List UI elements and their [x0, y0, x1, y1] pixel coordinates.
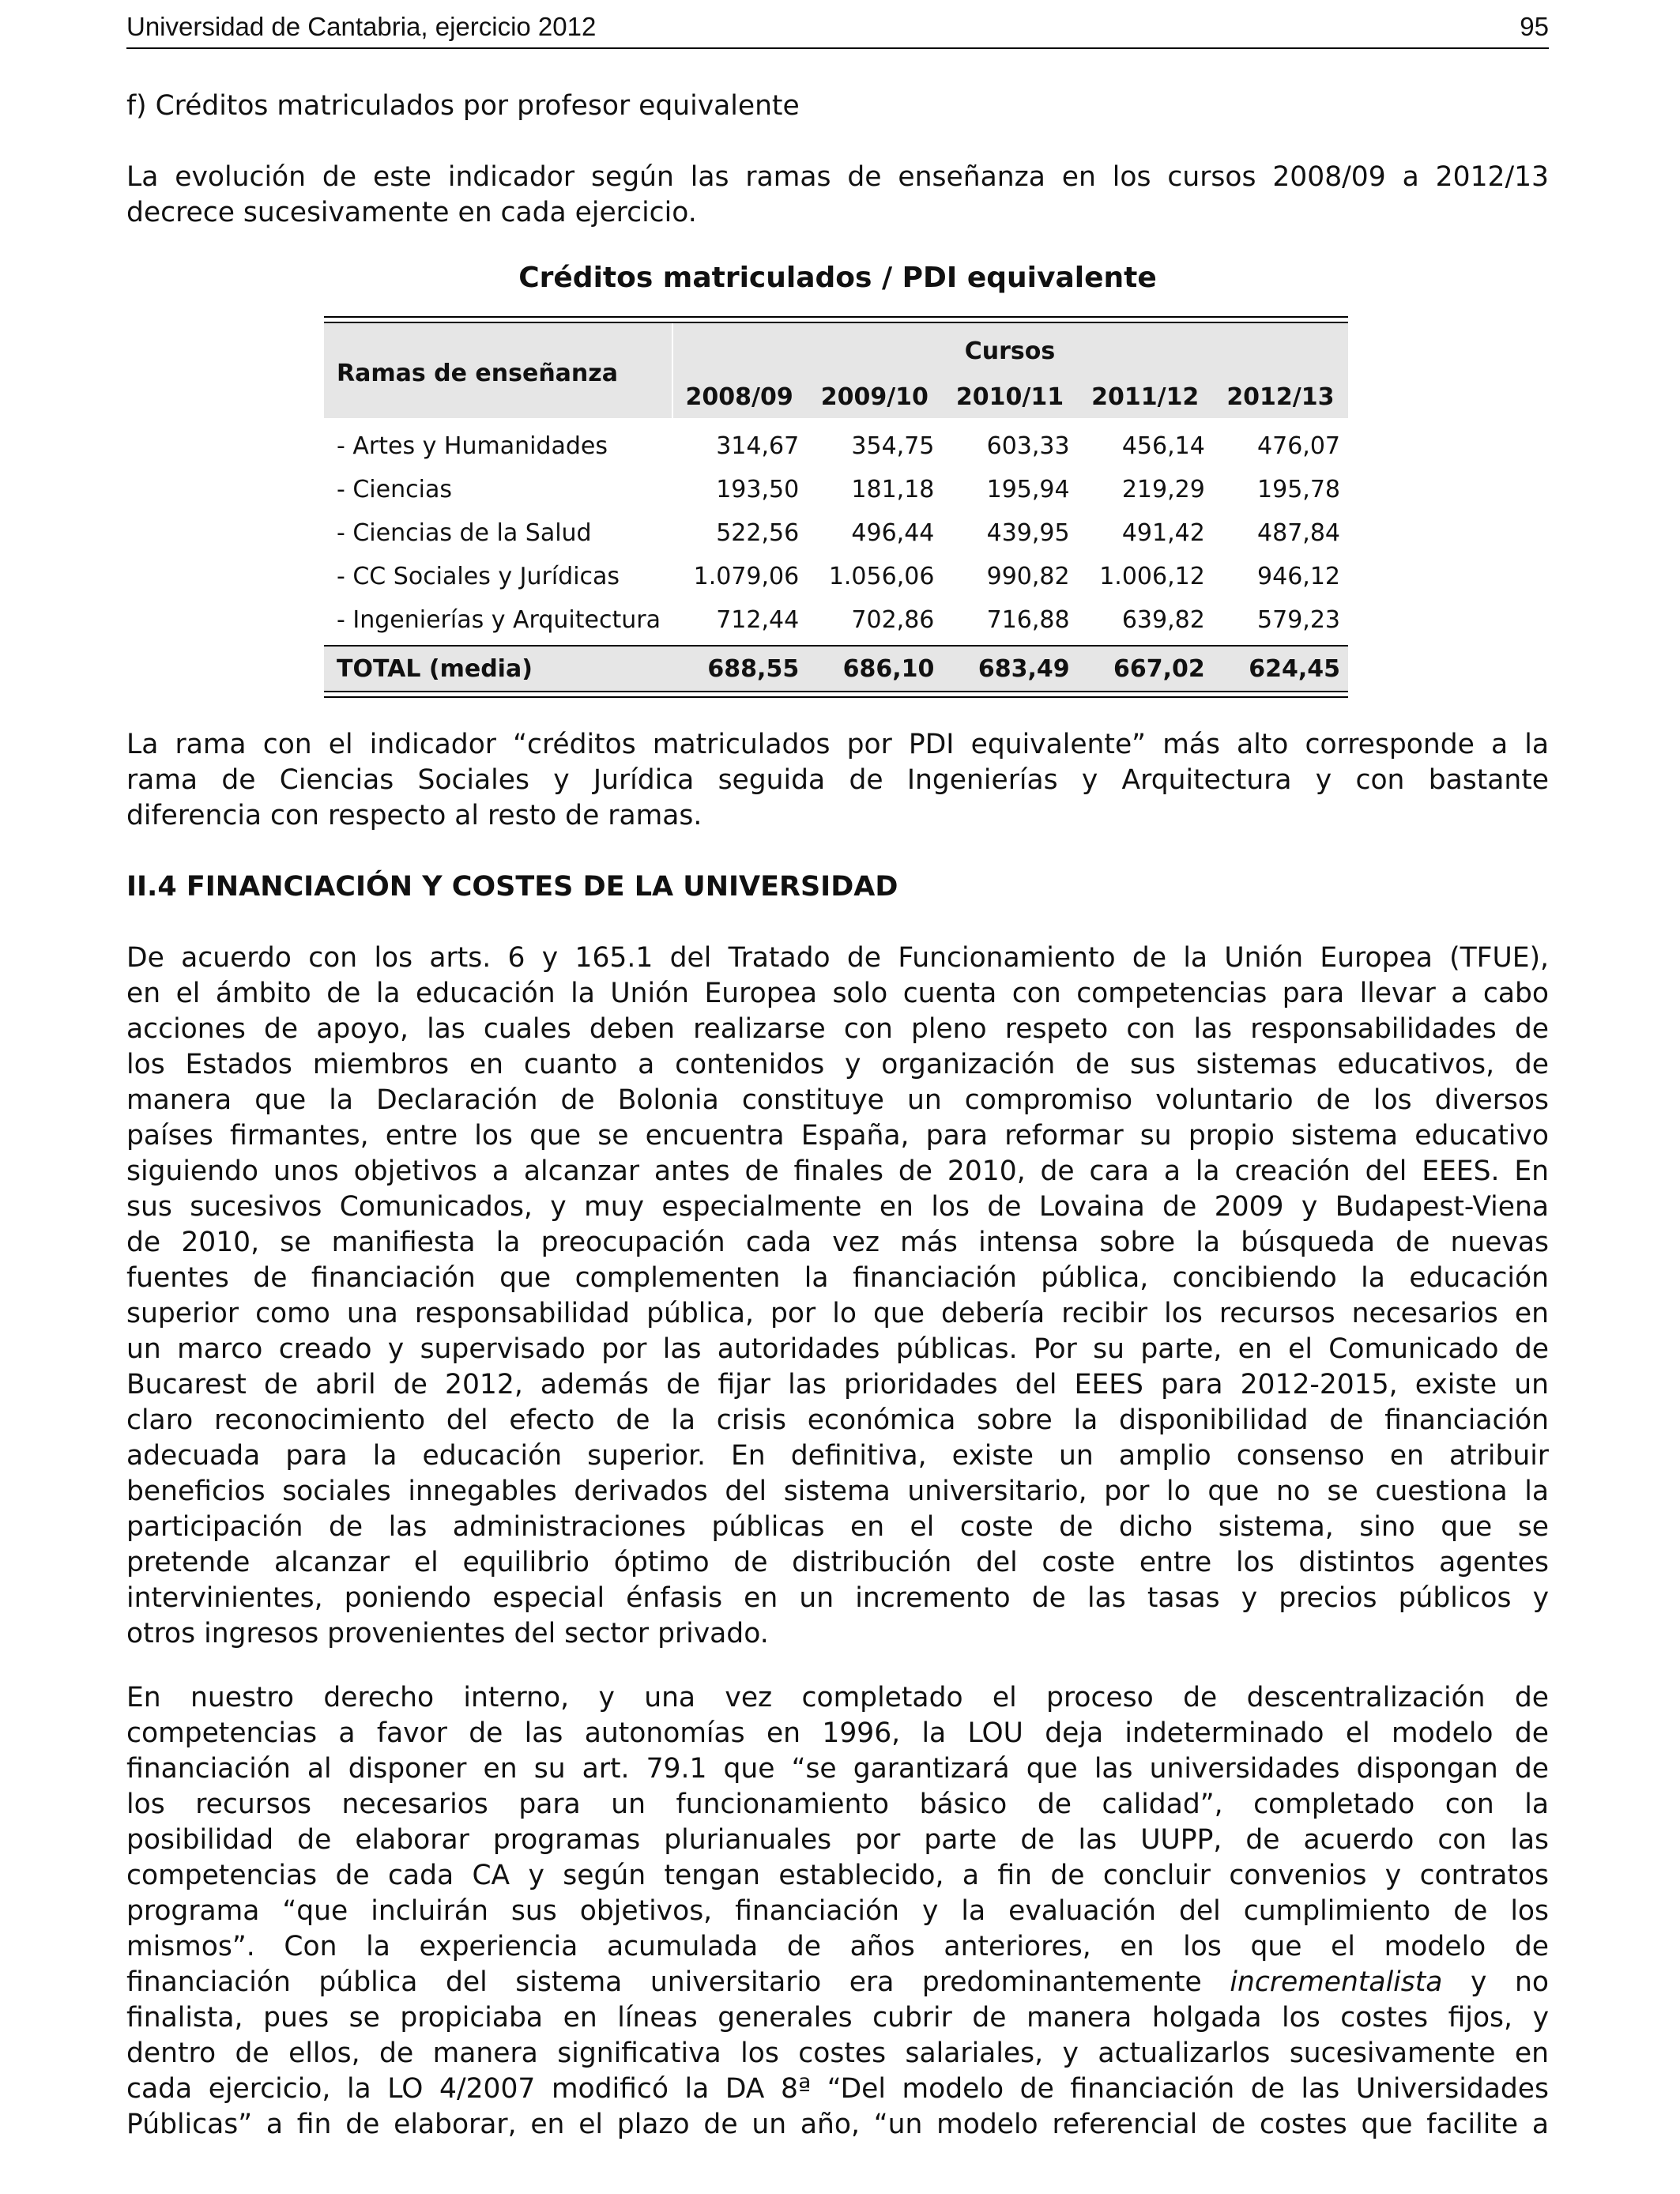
text-line: de 2010, se manifiesta la preocupación cada vez más intensa sobre la búsqueda de nuevas [126, 1227, 1549, 1258]
text-line: acciones de apoyo, las cuales deben realizarse con pleno respeto con las responsabilidades de [126, 1013, 1549, 1045]
cell: 1.056,06 [828, 563, 935, 590]
section-ii4-heading: II.4 FINANCIACIÓN Y COSTES DE LA UNIVERSIDAD [126, 871, 898, 903]
table-row [324, 555, 1348, 598]
cell: 990,82 [986, 563, 1070, 590]
text-line: beneficios sociales innegables derivados del sistema universitario, por lo que no se cuestiona la [126, 1476, 1549, 1507]
section-ii4-paragraph-1 [126, 941, 1549, 1652]
total-cell: 667,02 [1113, 654, 1205, 683]
row-label: - Ingenierías y Arquitectura [337, 606, 661, 634]
text-line: fuentes de financiación que complementen la financiación pública, concibiendo la educación [126, 1262, 1549, 1294]
row-label: - Ciencias de la Salud [337, 519, 592, 547]
text-line: decrece sucesivamente en cada ejercicio. [126, 197, 697, 228]
cell: 439,95 [986, 519, 1070, 547]
year-header: 2008/09 [685, 383, 793, 411]
cell: 181,18 [851, 476, 935, 503]
table-row [324, 424, 1348, 468]
header-title: Universidad de Cantabria, ejercicio 2012 [126, 12, 597, 41]
cell: 491,42 [1121, 519, 1205, 547]
running-header [126, 9, 1549, 49]
cell: 522,56 [716, 519, 800, 547]
cell: 195,78 [1257, 476, 1341, 503]
table-row [324, 511, 1348, 555]
cell: 314,67 [716, 432, 800, 460]
cell: 1.079,06 [693, 563, 800, 590]
cell: 639,82 [1121, 606, 1205, 634]
text-line: los recursos necesarios para un funcionamiento básico de calidad”, completado con la [126, 1789, 1549, 1820]
table-header [324, 323, 1348, 418]
cell: 354,75 [851, 432, 935, 460]
total-cell: 686,10 [842, 654, 935, 683]
cell: 193,50 [716, 476, 800, 503]
cell: 456,14 [1121, 432, 1205, 460]
cell: 476,07 [1257, 432, 1341, 460]
text-line: sus sucesivos Comunicados, y muy especialmente en los de Lovaina de 2009 y Budapest-Viena [126, 1191, 1549, 1223]
text-line: los Estados miembros en cuanto a contenidos y organización de sus sistemas educativos, de [126, 1049, 1549, 1080]
table-body [324, 418, 1348, 645]
text-line: dentro de ellos, de manera significativa los costes salariales, y actualizarlos sucesivamente en [126, 2038, 1549, 2069]
table-row [324, 468, 1348, 511]
table-total-row [324, 645, 1348, 691]
text-line: financiación al disponer en su art. 79.1 que “se garantizará que las universidades dispongan de [126, 1753, 1549, 1785]
row-label: - CC Sociales y Jurídicas [337, 563, 620, 590]
text-line: posibilidad de elaborar programas plurianuales por parte de las UUPP, de acuerdo con las [126, 1824, 1549, 1856]
cell: 712,44 [716, 606, 800, 634]
section-f-intro [126, 160, 1549, 231]
year-header: 2010/11 [955, 383, 1064, 411]
text-line: finalista, pues se propiciaba en líneas generales cubrir de manera holgada los costes fijos, y [126, 2002, 1549, 2034]
text-line: La evolución de este indicador según las ramas de enseñanza en los cursos 2008/09 a 2012/13 [126, 161, 1549, 193]
year-header: 2012/13 [1226, 383, 1335, 411]
text-line: manera que la Declaración de Bolonia constituye un compromiso voluntario de los diversos [126, 1084, 1549, 1116]
text-line: La rama con el indicador “créditos matriculados por PDI equivalente” más alto corresponde a la [126, 729, 1549, 760]
text-line: superior como una responsabilidad pública, por lo que debería recibir los recursos necesarios en [126, 1298, 1549, 1329]
text-line: rama de Ciencias Sociales y Jurídica seguida de Ingenierías y Arquitectura y con bastante [126, 764, 1549, 796]
total-cell: 683,49 [977, 654, 1070, 683]
row-header-label: Ramas de enseñanza [337, 360, 618, 387]
table-bottom-rule [324, 691, 1348, 698]
text-line: pretende alcanzar el equilibrio óptimo de distribución del coste entre los distintos agentes [126, 1547, 1549, 1578]
italic-term: incrementalista [1230, 1966, 1443, 1998]
text-line: Públicas” a fin de elaborar, en el plazo de un año, “un modelo referencial de costes que facilite a [126, 2109, 1549, 2140]
text-line: diferencia con respecto al resto de ramas. [126, 800, 703, 831]
cell: 603,33 [986, 432, 1070, 460]
cell: 946,12 [1257, 563, 1341, 590]
page-number: 95 [1520, 12, 1549, 41]
text-line: Bucarest de abril de 2012, además de fijar las prioridades del EEES para 2012-2015, existe un [126, 1369, 1549, 1400]
total-label: TOTAL (media) [337, 654, 533, 683]
table-row [324, 598, 1348, 642]
total-cell: 688,55 [707, 654, 800, 683]
row-label: - Artes y Humanidades [337, 432, 608, 460]
section-f-heading: f) Créditos matriculados por profesor equivalente [126, 90, 800, 122]
text-line-italic: financiación pública del sistema universitario era predominantemente incrementalista y no [126, 1966, 1549, 1998]
table-title: Créditos matriculados / PDI equivalente [518, 262, 1157, 294]
text-line: En nuestro derecho interno, y una vez completado el proceso de descentralización de [126, 1682, 1549, 1713]
text-line: programa “que incluirán sus objetivos, financiación y la evaluación del cumplimiento de los [126, 1895, 1549, 1927]
text-line: en el ámbito de la educación la Unión Europea solo cuenta con competencias para llevar a cabo [126, 978, 1549, 1009]
group-header-label: Cursos [964, 337, 1056, 365]
text-line: competencias de cada CA y según tengan establecido, a fin de concluir convenios y contratos [126, 1860, 1549, 1891]
cell: 496,44 [851, 519, 935, 547]
cell: 702,86 [851, 606, 935, 634]
table-top-rule [324, 316, 1348, 323]
after-table-paragraph [126, 727, 1549, 834]
text-line: mismos”. Con la experiencia acumulada de años anteriores, en los que el modelo de [126, 1931, 1549, 1962]
text-line: adecuada para la educación superior. En definitiva, existe un amplio consenso en atribuir [126, 1440, 1549, 1472]
cell: 716,88 [986, 606, 1070, 634]
year-headers [672, 383, 1348, 411]
text-line: competencias a favor de las autonomías en 1996, la LOU deja indeterminado el modelo de [126, 1717, 1549, 1749]
section-ii4-paragraph-2 [126, 1680, 1549, 2143]
cell: 1.006,12 [1099, 563, 1205, 590]
cell: 219,29 [1121, 476, 1205, 503]
row-label: - Ciencias [337, 476, 452, 503]
text-line: cada ejercicio, la LO 4/2007 modificó la DA 8ª “Del modelo de financiación de las Universidades [126, 2073, 1549, 2105]
text-line: países firmantes, entre los que se encuentra España, para reformar su propio sistema educativo [126, 1120, 1549, 1152]
text-line: siguiendo unos objetivos a alcanzar antes de finales de 2010, de cara a la creación del EEES. En [126, 1155, 1549, 1187]
cell: 195,94 [986, 476, 1070, 503]
text-line: claro reconocimiento del efecto de la crisis económica sobre la disponibilidad de financiación [126, 1404, 1549, 1436]
text-line: intervinientes, poniendo especial énfasis en un incremento de las tasas y precios públicos y [126, 1582, 1549, 1614]
text-line: participación de las administraciones públicas en el coste de dicho sistema, sino que se [126, 1511, 1549, 1543]
year-header: 2011/12 [1091, 383, 1200, 411]
cell: 579,23 [1257, 606, 1341, 634]
credits-table [324, 316, 1348, 698]
year-header: 2009/10 [820, 383, 929, 411]
cell: 487,84 [1257, 519, 1341, 547]
text-line: otros ingresos provenientes del sector privado. [126, 1618, 769, 1649]
text-line: De acuerdo con los arts. 6 y 165.1 del Tratado de Funcionamiento de la Unión Europea (TFUE), [126, 942, 1549, 974]
total-cell: 624,45 [1249, 654, 1341, 683]
text-line: un marco creado y supervisado por las autoridades públicas. Por su parte, en el Comunicado de [126, 1333, 1549, 1365]
